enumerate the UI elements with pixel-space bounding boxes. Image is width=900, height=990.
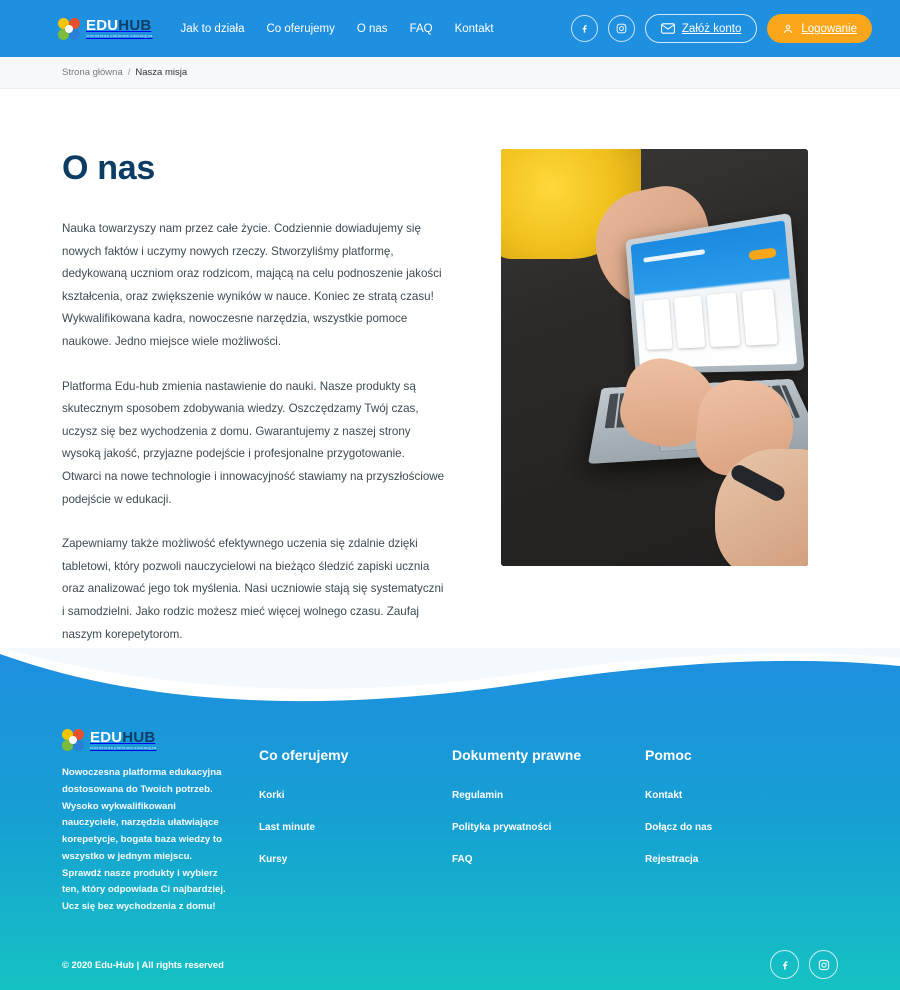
list-item xyxy=(259,785,452,803)
breadcrumb-home[interactable]: Strona główna xyxy=(62,67,123,78)
list-item xyxy=(645,817,838,835)
main-navigation xyxy=(181,23,494,35)
nav-item-faq[interactable]: FAQ xyxy=(409,22,433,35)
about-text-column xyxy=(62,149,447,649)
page-content xyxy=(0,89,900,649)
copyright-text: © 2020 Edu-Hub | All rights reserved xyxy=(62,959,224,970)
register-button[interactable] xyxy=(645,14,757,43)
breadcrumb-current: Nasza misja xyxy=(135,67,188,78)
list-item xyxy=(452,849,645,867)
footer-columns xyxy=(0,649,900,916)
logo-tagline: internetowa platforma edukacyjna xyxy=(86,34,153,39)
footer-link-kursy[interactable]: Kursy xyxy=(258,854,288,865)
breadcrumb xyxy=(0,57,900,89)
nav-item-jak-to-dziala[interactable]: Jak to działa xyxy=(180,22,245,35)
footer-link-dolacz-do-nas[interactable]: Dołącz do nas xyxy=(644,822,713,833)
list-item xyxy=(452,817,645,835)
footer-logo[interactable] xyxy=(62,729,259,751)
about-paragraph-3: Zapewniamy także możliwość efektywnego uczenia się zdalnie dzięki tabletowi, który pozwoli nauczycielowi na bieżąco śledzić zapiski ucznia oraz analizować jego tok myślenia. Nasi uczniowie stają się systematyczni i samodzielni. Jako rodzic możesz mieć więcej wolnego czasu. Zaufaj naszym korepetytorom. xyxy=(62,537,444,641)
list-item xyxy=(452,785,645,803)
login-button[interactable] xyxy=(767,14,872,43)
footer-brand-column xyxy=(62,729,259,916)
header-actions xyxy=(571,14,872,43)
list-item xyxy=(645,785,838,803)
instagram-icon[interactable] xyxy=(608,15,635,42)
page-title: O nas xyxy=(62,149,155,187)
footer-column-help-title: Pomoc xyxy=(644,747,692,763)
instagram-icon[interactable] xyxy=(809,950,838,979)
footer-link-polityka-prywatnosci[interactable]: Polityka prywatności xyxy=(451,822,552,833)
footer-link-rejestracja[interactable]: Rejestracja xyxy=(644,854,699,865)
about-paragraph-2: Platforma Edu-hub zmienia nastawienie do nauki. Nasze produkty są skutecznym sposobem zdobywania wiedzy. Oszczędzamy Twój czas, uczysz się bez wychodzenia z domu. Gwarantujemy z naszej strony wysoką jakość, przyjazne podejście i profesjonalne przygotowanie. Otwarci na nowe technologie i innowacyjność stawiamy na przyszłościowe podejście w edukacji. xyxy=(62,379,445,506)
site-footer xyxy=(0,649,900,990)
footer-logo-name-part1: EDU xyxy=(90,728,123,746)
footer-link-kontakt[interactable]: Kontakt xyxy=(644,790,683,801)
logo-name-part2: HUB xyxy=(118,17,152,35)
nav-item-kontakt[interactable]: Kontakt xyxy=(454,22,494,35)
eduhub-logo-icon xyxy=(58,18,80,40)
breadcrumb-separator: / xyxy=(127,67,131,78)
footer-bottom-bar xyxy=(0,950,900,979)
footer-logo-tagline: internetowa platforma edukacyjna xyxy=(90,745,157,750)
footer-link-faq[interactable]: FAQ xyxy=(451,854,473,865)
nav-item-o-nas[interactable]: O nas xyxy=(356,22,388,35)
logo-name-part1: EDU xyxy=(86,17,119,35)
footer-link-korki[interactable]: Korki xyxy=(258,790,285,801)
footer-column-legal-title: Dokumenty prawne xyxy=(451,747,582,763)
footer-column-help xyxy=(645,729,838,916)
footer-logo-name-part2: HUB xyxy=(122,728,156,746)
about-image xyxy=(501,149,808,566)
list-item xyxy=(259,849,452,867)
list-item xyxy=(645,849,838,867)
register-button-label: Załóż konto xyxy=(681,22,742,35)
facebook-icon[interactable] xyxy=(571,15,598,42)
eduhub-logo-icon xyxy=(62,729,84,751)
list-item xyxy=(259,817,452,835)
about-paragraph-1: Nauka towarzyszy nam przez całe życie. Codziennie dowiadujemy się nowych faktów i uczymy nowych rzeczy. Stworzyliśmy platformę, dedykowaną uczniom oraz rodzicom, mającą na celu podnoszenie jakości kształcenia, oraz zwiększenie wyników w nauce. Koniec ze stratą czasu! Wykwalifikowana kadra, nowoczesne narzędzia, wszystkie pomoce naukowe. Jedno miejsce wiele możliwości. xyxy=(62,222,442,348)
footer-link-last-minute[interactable]: Last minute xyxy=(258,822,316,833)
footer-column-legal xyxy=(452,729,645,916)
footer-link-regulamin[interactable]: Regulamin xyxy=(451,790,504,801)
envelope-icon xyxy=(661,23,675,34)
footer-column-offer-title: Co oferujemy xyxy=(258,747,349,763)
site-logo[interactable] xyxy=(58,18,153,40)
footer-column-offer xyxy=(259,729,452,916)
facebook-icon[interactable] xyxy=(770,950,799,979)
user-icon xyxy=(782,23,794,35)
login-button-label: Logowanie xyxy=(801,22,857,35)
site-header xyxy=(0,0,900,57)
nav-item-co-oferujemy[interactable]: Co oferujemy xyxy=(266,22,335,35)
footer-social-links xyxy=(770,950,838,979)
footer-description: Nowoczesna platforma edukacyjna dostosowana do Twoich potrzeb. Wysoko wykwalifikowani nauczyciele, narzędzia ułatwiające korepetycje, bogata baza wiedzy to wszystko w jednym miejscu. Sprawdź nasze produkty i wybierz ten, który odpowiada Ci najbardziej. Ucz się bez wychodzenia z domu! xyxy=(62,767,226,913)
